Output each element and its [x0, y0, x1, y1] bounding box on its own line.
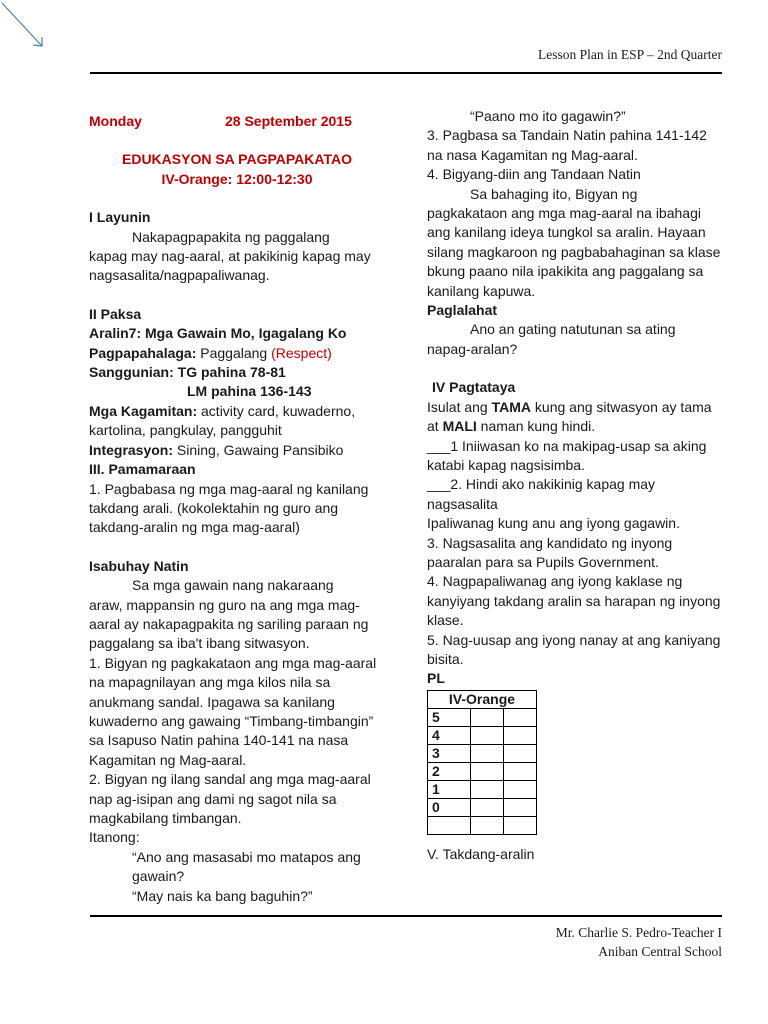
footer-teacher: Mr. Charlie S. Pedro-Teacher I [555, 925, 722, 940]
pagtataya-instructions [427, 398, 723, 437]
pagtataya-item-2: ___2. Hindi ako nakikinig kapag may nagsasalita [427, 476, 656, 512]
pagtataya-item-4: 4. Nagpapaliwanag ang iyong kaklase ng kanyiyang takdang aralin sa harapan ng inyong klase. [427, 573, 721, 629]
pagtataya-item-3: 3. Nagsasalita ang kandidato ng inyong paaralan para sa Pupils Government. [427, 534, 673, 570]
step-3: 3. Pagbasa sa Tandain Natin pahina 141-142 na nasa Kagamitan ng Mag-aaral. [427, 127, 707, 163]
isabuhay-step-2: 2. Bigyan ng ilang sandal ang mga mag-aaral nap ag-isipan ang dami ng sagot nila sa magkabilang timbangan. [89, 771, 371, 826]
instr-part-1: Isulat ang [427, 398, 492, 415]
layunin-text-a: Nakapagpapakita ng paggalang [132, 228, 330, 245]
class-time: IV-Orange: 12:00-12:30 [161, 170, 313, 187]
integrasyon-line [89, 441, 385, 460]
paglalahat-text-a: Ano an gating natutunan sa ating [470, 321, 676, 338]
itanong-label: Itanong: [89, 829, 140, 846]
pl-level: 5 [428, 708, 471, 726]
pagpapahalaga-label: Pagpapahalaga: [89, 344, 197, 361]
aralin-title: Aralin7: Mga Gawain Mo, Igagalang Ko [89, 325, 347, 342]
header-rule [90, 72, 722, 74]
question-1: “Ano ang masasabi mo matapos ang gawain? [132, 848, 361, 885]
header-title: Lesson Plan in ESP – 2nd Quarter [538, 47, 722, 62]
section-pagtataya-heading: IV Pagtataya [432, 379, 516, 396]
pl-table [427, 690, 537, 835]
pl-header-row [428, 690, 537, 708]
pl-level: 4 [428, 726, 471, 744]
isabuhay-text-a: Sa mga gawain nang nakaraang [132, 577, 334, 594]
pl-level: 2 [428, 762, 471, 780]
table-row [428, 762, 537, 780]
section-pamamaraan-heading: III. Pamamaraan [89, 461, 196, 478]
pl-header: IV-Orange [428, 690, 537, 708]
pl-level: 1 [428, 780, 471, 798]
question-3: “Paano mo ito gagawin?” [470, 108, 626, 124]
table-row [428, 708, 537, 726]
left-column [89, 112, 385, 906]
instr-mali: MALI [442, 418, 477, 435]
step-4: 4. Bigyang-diin ang Tandaan Natin [427, 166, 641, 183]
table-row [428, 798, 537, 816]
layunin-text-b: kapag may nag-aaral, at pakikinig kapag may nagsasalita/nagpapaliwanag. [89, 248, 371, 284]
table-row [428, 816, 537, 834]
pamamaraan-step-1: 1. Pagbabasa ng mga mag-aaral ng kanilang takdang arali. (kokolektahin ng guro ang takdang-aralin ng mga mag-aaral) [89, 480, 369, 536]
date-line [89, 112, 385, 131]
pagtataya-item-5: 5. Nag-uusap ang iyong nanay at ang kaniyang bisita. [427, 631, 721, 667]
kagamitan-label: Mga Kagamitan: [89, 402, 198, 419]
footer-rule [90, 915, 722, 917]
pagtataya-item-2b: Ipaliwanag kung anu ang iyong gagawin. [427, 515, 680, 532]
instr-part-3: naman kung hindi. [476, 418, 596, 435]
pl-level [428, 816, 471, 834]
table-row [428, 780, 537, 798]
kagamitan-line [89, 402, 385, 441]
kagamitan-value: activity card, kuwaderno, kartolina, pangkulay, pangguhit [89, 402, 356, 439]
day-label: Monday [89, 113, 142, 129]
isabuhay-step-1: 1. Bigyan ng pagkakataon ang mga mag-aaral na mapagnilayan ang mga kilos nila sa anukmang sandal. Ipagawa sa kanilang kuwaderno ang gawaing “Timbang-timbangin” sa Isapuso Natin pahina 140-141 na nasa Kagamitan ng Mag-aaral. [89, 654, 377, 768]
paglalahat-text-b: napag-aralan? [427, 340, 518, 357]
pagpapahalaga-line [89, 344, 385, 363]
pl-label: PL [427, 670, 445, 687]
integrasyon-value: Sining, Gawaing Pansibiko [176, 441, 344, 458]
pagtataya-item-1: ___1 Iniiwasan ko na makipag-usap sa aking katabi kapag nagsisimba. [427, 437, 707, 473]
corner-arrow-icon [0, 0, 50, 52]
integrasyon-label: Integrasyon: [89, 441, 174, 458]
paglalahat-heading: Paglalahat [427, 302, 498, 319]
date-label: 28 September 2015 [225, 113, 352, 129]
footer-school: Aniban Central School [598, 944, 722, 959]
section-layunin-heading: I Layunin [89, 209, 151, 226]
instr-tama: TAMA [491, 398, 532, 415]
question-2: “May nais ka bang baguhin?” [132, 887, 313, 904]
section-takdang-aralin: V. Takdang-aralin [427, 845, 535, 862]
pagpapahalaga-value: Paggalang [200, 344, 268, 361]
table-row [428, 726, 537, 744]
table-row [428, 744, 537, 762]
sanggunian-line-2: LM pahina 136-143 [187, 383, 312, 400]
section-paksa-heading: II Paksa [89, 305, 142, 322]
pl-level: 3 [428, 744, 471, 762]
isabuhay-heading: Isabuhay Natin [89, 557, 189, 574]
instr-part-2: kung ang sitwasyon ay tama at [427, 398, 712, 435]
pagpapahalaga-note: (Respect) [271, 344, 332, 361]
subject-title: EDUKASYON SA PAGPAPAKATAO [122, 151, 352, 168]
step-4-text-a: Sa bahaging ito, Bigyan ng [470, 185, 638, 202]
step-4-text-b: pagkakataon ang mga mag-aaral na ibahagi ang kanilang ideya tungkol sa aralin. Hayaan silang magkaroon ng pagbabahaginan sa klase bkung paano nila ipakikita ang paggalang sa kanilang kapuwa. [427, 205, 721, 299]
isabuhay-text-b: araw, mappansin ng guro na ang mga mag-aaral ay nakapagpakita ng sariling paraan ng paggalang sa iba't ibang sitwasyon. [89, 596, 369, 652]
pl-level: 0 [428, 798, 471, 816]
sanggunian-line-1: Sanggunian: TG pahina 78-81 [89, 364, 286, 381]
right-column [427, 107, 723, 864]
